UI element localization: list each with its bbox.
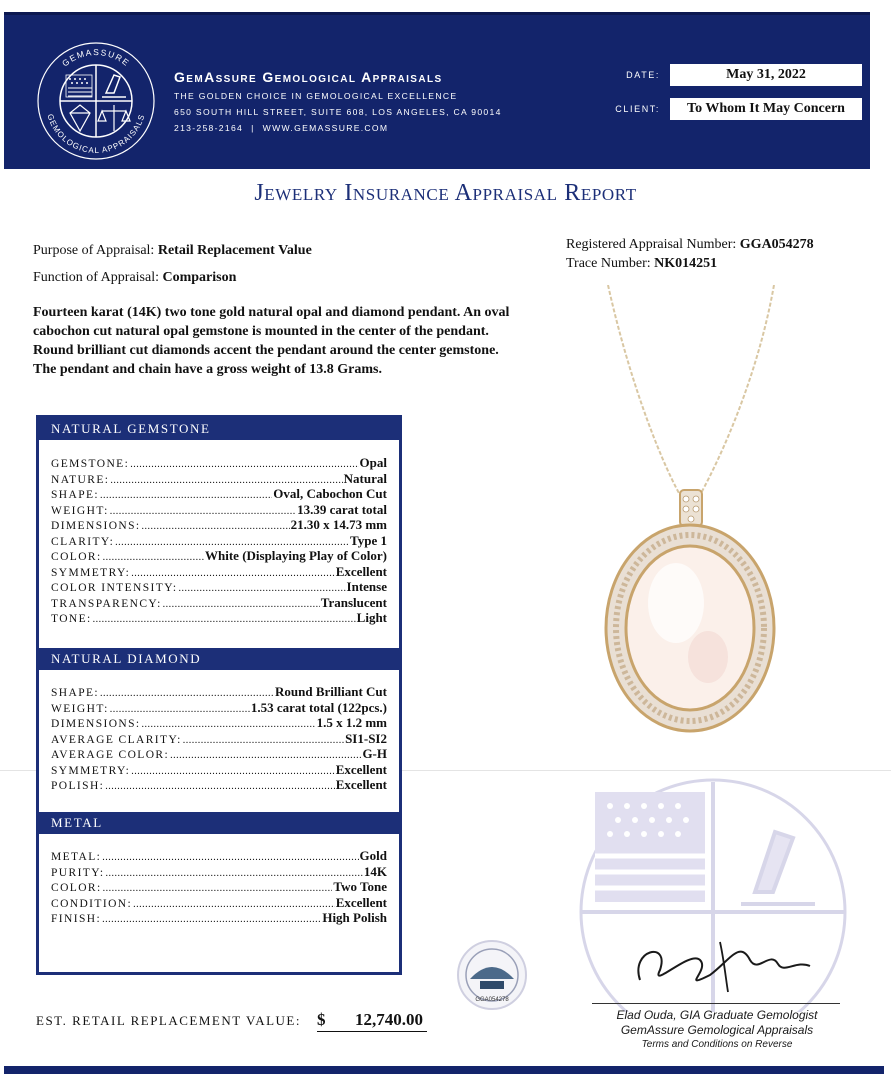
purpose-label: Purpose of Appraisal: [33, 243, 155, 258]
spec-row [51, 700, 387, 716]
leader-dots [103, 552, 204, 563]
estimate-amount-field [317, 1010, 427, 1032]
spec-value: White (Displaying Play of Color) [205, 548, 387, 563]
spec-value: Excellent [335, 777, 387, 792]
spec-value: 21.30 x 14.73 mm [290, 517, 387, 532]
spec-value: Type 1 [350, 532, 387, 548]
spec-value: 1.53 carat total (122pcs.) [250, 699, 387, 715]
hologram-seal [452, 935, 532, 1015]
report-header [4, 12, 870, 169]
registration-label: Registered Appraisal Number: [566, 237, 737, 252]
function-label: Function of Appraisal: [33, 270, 159, 285]
metal-section-title: METAL [39, 812, 399, 834]
spec-label: SHAPE: [51, 687, 100, 699]
spec-value: Excellent [335, 761, 387, 777]
spec-value: Opal [359, 455, 387, 470]
spec-row [51, 548, 387, 564]
spec-value: Round Brilliant Cut [275, 684, 387, 699]
spec-value: Two Tone [333, 879, 387, 894]
spec-label: COLOR: [51, 551, 102, 563]
function-value: Comparison [162, 270, 237, 285]
spec-row [51, 746, 387, 762]
opal-pendant-image [580, 285, 800, 755]
signature-line [592, 1003, 840, 1004]
leader-dots [110, 704, 250, 715]
registration-value: GGA054278 [739, 237, 814, 252]
company-name: GemAssure Gemological Appraisals [174, 69, 443, 85]
leader-dots [142, 719, 316, 730]
spec-label: DIMENSIONS: [51, 718, 141, 730]
leader-dots [102, 914, 321, 925]
spec-row [51, 610, 387, 626]
svg-text:GEMOLOGICAL APPRAISALS: GEMOLOGICAL APPRAISALS [45, 112, 147, 156]
signer-name: Elad Ouda, GIA Graduate Gemologist [616, 1008, 818, 1022]
gemstone-rows [51, 455, 387, 626]
trace-value: NK014251 [654, 256, 718, 271]
leader-dots [93, 614, 356, 625]
gemstone-section-title: NATURAL GEMSTONE [39, 418, 399, 440]
spec-label: DIMENSIONS: [51, 520, 141, 532]
appraisal-purpose [33, 237, 312, 291]
leader-dots [110, 475, 342, 486]
spec-label: NATURE: [51, 473, 110, 486]
spec-label: WEIGHT: [51, 504, 109, 517]
spec-value: Excellent [335, 894, 387, 910]
company-website: WWW.GEMASSURE.COM [262, 123, 389, 133]
spec-label: SYMMETRY: [51, 764, 131, 777]
company-address: 650 SOUTH HILL STREET, SUITE 608, LOS ANGELES, CA 90014 [174, 107, 502, 117]
spec-value: Oval, Cabochon Cut [273, 486, 387, 501]
spec-row [51, 684, 387, 700]
spec-label: POLISH: [51, 780, 105, 792]
spec-label: TRANSPARENCY: [51, 597, 162, 610]
spec-row [51, 864, 387, 880]
date-value: May 31, 2022 [670, 64, 862, 86]
contact-separator: | [251, 123, 255, 133]
spec-label: GEMSTONE: [51, 458, 130, 470]
spec-row [51, 762, 387, 778]
spec-value: Intense [346, 579, 387, 594]
spec-row [51, 895, 387, 911]
spec-label: SYMMETRY: [51, 566, 131, 579]
specifications-box [36, 415, 402, 975]
trace-label: Trace Number: [566, 256, 651, 271]
registration-line [566, 235, 814, 254]
spec-value: Natural [343, 470, 387, 486]
leader-dots [115, 537, 349, 548]
client-value: To Whom It May Concern [670, 98, 862, 120]
metal-rows [51, 848, 387, 926]
signer-company: GemAssure Gemological Appraisals [620, 1023, 814, 1037]
spec-label: COLOR INTENSITY: [51, 582, 178, 594]
currency-symbol: $ [316, 1010, 326, 1029]
client-label: CLIENT: [615, 104, 660, 114]
company-contact [174, 123, 502, 133]
spec-label: PURITY: [51, 866, 105, 879]
leader-dots [105, 868, 362, 879]
client-field [604, 98, 862, 120]
spec-label: TONE: [51, 613, 92, 625]
spec-value: Light [356, 610, 387, 625]
spec-row [51, 486, 387, 502]
spec-row [51, 455, 387, 471]
spec-value: Excellent [335, 563, 387, 579]
spec-value: Translucent [320, 594, 387, 610]
estimate-amount: 12,740.00 [354, 1010, 423, 1029]
terms-note: Terms and Conditions on Reverse [641, 1039, 793, 1050]
leader-dots [170, 750, 361, 761]
hologram-seal-number: GGA054278 [475, 997, 509, 1003]
leader-dots [130, 459, 358, 470]
spec-row [51, 579, 387, 595]
spec-label: AVERAGE CLARITY: [51, 733, 182, 746]
leader-dots [100, 490, 272, 501]
purpose-line [33, 237, 312, 264]
spec-value: 1.5 x 1.2 mm [316, 715, 387, 730]
estimate-label: EST. RETAIL REPLACEMENT VALUE: [36, 1013, 301, 1028]
diamond-rows [51, 684, 387, 793]
leader-dots [131, 568, 334, 579]
spec-row [51, 731, 387, 747]
spec-label: WEIGHT: [51, 702, 109, 715]
signer-info [586, 1008, 848, 1052]
svg-text:GEMASSURE: GEMASSURE [60, 46, 132, 69]
spec-label: CLARITY: [51, 535, 115, 548]
spec-value: High Polish [322, 910, 387, 925]
company-tagline: THE GOLDEN CHOICE IN GEMOLOGICAL EXCELLENCE [174, 91, 458, 101]
report-title: Jewelry Insurance Appraisal Report [254, 180, 637, 206]
leader-dots [133, 899, 335, 910]
spec-label: COLOR: [51, 882, 102, 894]
date-field [604, 64, 862, 86]
spec-row [51, 848, 387, 864]
item-description: Fourteen karat (14K) two tone gold natural opal and diamond pendant. An oval cabochon cut natural opal gemstone is mounted in the center of the pendant. Round brilliant cut diamonds accent the pendant around the center gemstone. The pendant and chain have a gross weight of 13.8 Grams. [33, 305, 510, 377]
leader-dots [183, 735, 344, 746]
spec-label: CONDITION: [51, 897, 133, 910]
gemassure-seal-logo [36, 41, 156, 161]
leader-dots [110, 506, 296, 517]
spec-row [51, 517, 387, 533]
company-info [174, 69, 502, 133]
spec-label: METAL: [51, 851, 102, 863]
spec-value: SI1-SI2 [345, 730, 387, 746]
leader-dots [102, 852, 358, 863]
diamond-section-title: NATURAL DIAMOND [39, 648, 399, 670]
company-phone: 213-258-2164 [174, 123, 244, 133]
leader-dots [100, 688, 274, 699]
purpose-value: Retail Replacement Value [157, 243, 312, 258]
spec-label: FINISH: [51, 913, 102, 925]
spec-label: SHAPE: [51, 489, 100, 501]
leader-dots [105, 781, 334, 792]
spec-value: 14K [363, 863, 387, 879]
spec-row [51, 533, 387, 549]
leader-dots [131, 766, 334, 777]
spec-value: 13.39 carat total [297, 501, 387, 517]
spec-value: G-H [362, 746, 387, 761]
spec-row [51, 879, 387, 895]
spec-row [51, 910, 387, 926]
registration-info [566, 235, 814, 273]
footer-bar [4, 1066, 884, 1074]
spec-row [51, 715, 387, 731]
spec-row [51, 471, 387, 487]
trace-line [566, 254, 814, 273]
spec-row [51, 777, 387, 793]
leader-dots [178, 583, 345, 594]
spec-value: Gold [359, 848, 387, 863]
date-label: DATE: [626, 70, 660, 80]
function-line [33, 264, 312, 291]
appraiser-signature [620, 930, 820, 1000]
leader-dots [142, 521, 290, 532]
estimated-value [36, 1010, 427, 1032]
leader-dots [103, 883, 333, 894]
leader-dots [163, 599, 320, 610]
spec-label: AVERAGE COLOR: [51, 749, 170, 761]
spec-row [51, 564, 387, 580]
spec-row [51, 502, 387, 518]
spec-row [51, 595, 387, 611]
